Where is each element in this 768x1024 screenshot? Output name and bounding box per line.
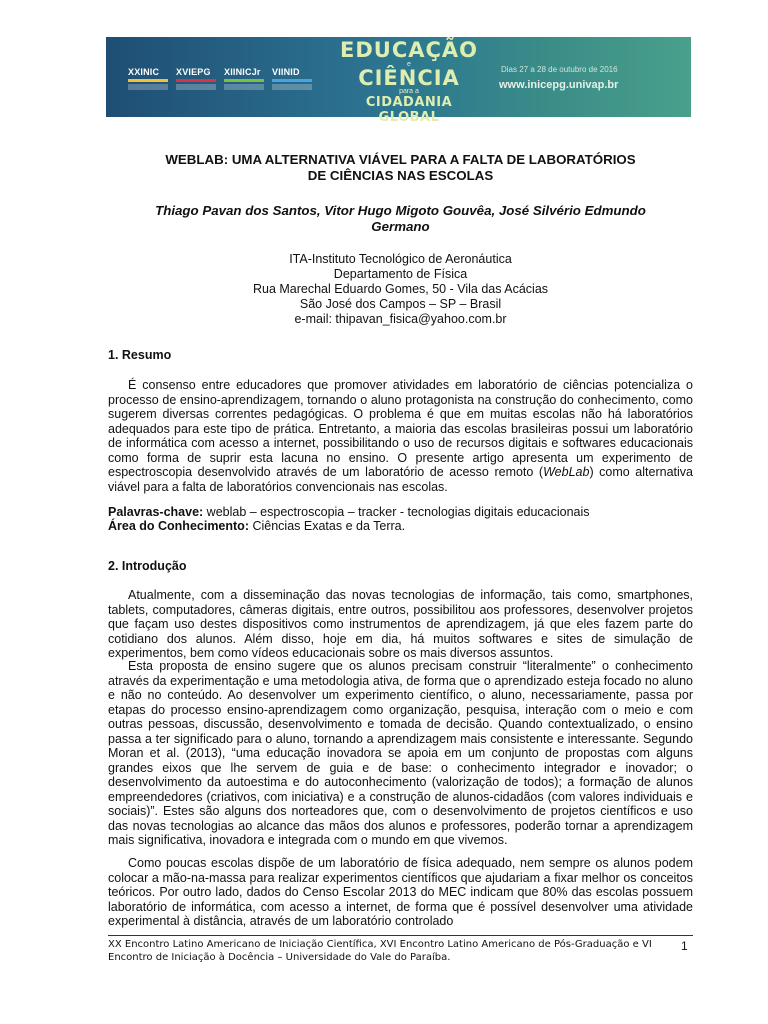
footer-divider — [108, 935, 693, 936]
section-heading-introducao: 2. Introdução — [108, 559, 187, 573]
paper-title: WEBLAB: UMA ALTERNATIVA VIÁVEL PARA A FALTA DE LABORATÓRIOS DE CIÊNCIAS NAS ESCOLAS — [165, 152, 636, 183]
abstract-paragraph: É consenso entre educadores que promover atividades em laboratório de ciências potencializa o processo de ensino-aprendizagem, tornando o aluno protagonista na construção do conhecimento, como sugerem diversas correntes pedagógicas. O problema é que em muitas escolas não há laboratórios adequados para este tipo de prática. Entretanto, a maioria das escolas brasileiras possui um laboratório de informática com acesso a internet, possibilitando o uso de recursos digitais e softwares educacionais como forma de suprir esta lacuna no ensino. O presente artigo apresenta um experimento de espectroscopia desenvolvido através de um laboratório de acesso remoto (WebLab) como alternativa viável para a falta de laboratórios convencionais nas escolas. — [108, 378, 693, 494]
knowledge-area: Área do Conhecimento: Ciências Exatas e da Terra. — [108, 519, 406, 533]
event-logos — [128, 67, 312, 90]
logo-inic: XXINIC — [128, 67, 168, 90]
banner-slogan: EDUCAÇÃO e CIÊNCIA para a CIDADANIA GLOBAL — [339, 38, 478, 125]
intro-paragraph-1: Atualmente, com a disseminação das novas tecnologias de informação, tais como, smartphones, tablets, computadores, câmeras digitais, entre outros, possibilitou aos professores, desenvolver projetos que façam uso destes dispositivos como instrumentos de aprendizagem, já que eles fazem parte do cotidiano dos alunos. Além disso, hoje em dia, há muitos softwares e sites de simulação de experimentos, bem como vídeos educacionais sobre os mais diversos assuntos. — [108, 588, 693, 660]
keywords: Palavras-chave: weblab – espectroscopia – tracker - tecnologias digitais educacionais — [108, 505, 590, 519]
paper-authors: Thiago Pavan dos Santos, Vitor Hugo Migoto Gouvêa, José Silvério Edmundo Germano — [155, 203, 646, 234]
page-footer: XX Encontro Latino Americano de Iniciação Científica, XVI Encontro Latino Americano de Pós-Graduação e VI Encontro de Iniciação à Docência – Universidade do Vale do Paraíba. — [108, 939, 652, 963]
banner-website: www.inicepg.univap.br — [499, 79, 619, 91]
conference-banner — [106, 37, 691, 125]
banner-date: Dias 27 a 28 de outubro de 2016 — [501, 65, 618, 74]
logo-inicjr: XIINICJr — [224, 67, 264, 90]
intro-paragraph-2: Esta proposta de ensino sugere que os alunos precisam construir “literalmente” o conhecimento através da experimentação e uma metodologia ativa, de forma que o aprendizado esteja focado no aluno e não no conteúdo. Ao desenvolver um experimento científico, o aluno, necessariamente, passa por etapas do processo ensino-aprendizagem como organização, pesquisa, interação com o meio e com outras pessoas, discussão, desenvolvimento e tomada de decisão. Quando contextualizado, o ensino passa a ter significado para o aluno, tornando a aprendizagem mais consistente e interessante. Segundo Moran et al. (2013), “uma educação inovadora se apoia em um conjunto de propostas com alguns grandes eixos que lhe servem de guia e de base: o conhecimento integrador e inovador; o desenvolvimento da autoestima e do autoconhecimento (valorização de todos); a formação de alunos empreendedores (criativos, com iniciativa) e a construção de alunos-cidadãos (com valores individuais e sociais)”. Estes são alguns dos norteadores que, com o desenvolvimento de projetos científicos e uso das novas tecnologias ao alcance das mãos dos alunos e professores, poderão tornar a aprendizagem mais significativa, inovadora e integrada com o mundo em que vivemos. — [108, 659, 693, 847]
logo-inid: VIINID — [272, 67, 312, 90]
section-heading-resumo: 1. Resumo — [108, 348, 172, 362]
author-email: e-mail: thipavan_fisica@yahoo.com.br — [294, 312, 507, 326]
logo-epg: XVIEPG — [176, 67, 216, 90]
intro-paragraph-3: Como poucas escolas dispõe de um laboratório de física adequado, nem sempre os alunos podem colocar a mão-na-massa para realizar experimentos científicos que ajudariam a fixar melhor os conceitos teóricos. Por outro lado, dados do Censo Escolar 2013 do MEC indicam que 80% das escolas possuem laboratório de informática, com acesso a internet, de forma que é possível desenvolver uma atividade experimental à distância, através de um laboratório controlado — [108, 856, 693, 928]
author-affiliation: ITA-Instituto Tecnológico de Aeronáutica Departamento de Física Rua Marechal Eduardo Gomes, 50 - Vila das Acácias São José dos Campos – SP – Brasil e-mail: thipavan_fisica@yahoo.com.br — [108, 252, 693, 327]
page-number: 1 — [681, 939, 688, 953]
